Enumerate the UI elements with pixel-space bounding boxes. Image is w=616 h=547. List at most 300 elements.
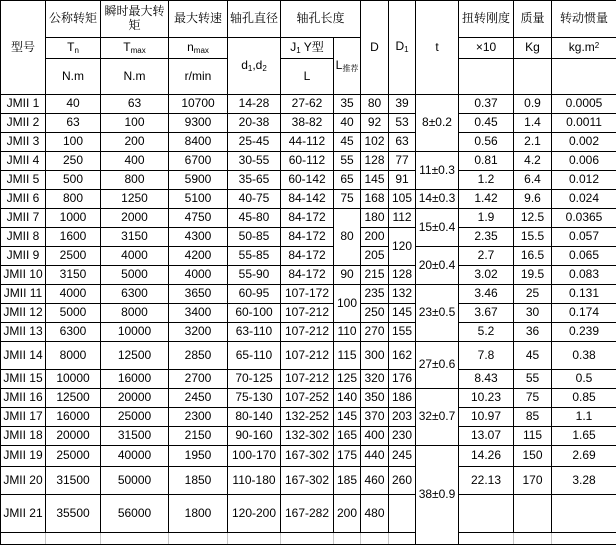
header-inertia-label: 转动惯量 xyxy=(552,1,616,38)
cell-d: 55-85 xyxy=(228,247,281,266)
cell-tn: 40 xyxy=(46,95,101,114)
cell-tmax: 12500 xyxy=(101,342,169,370)
cell-model: JMII 2 xyxy=(1,114,46,133)
cell-d1: 112 xyxy=(389,209,416,228)
header-inertia-spacer xyxy=(552,59,616,95)
cell-tn: 1600 xyxy=(46,228,101,247)
cell-D: 320 xyxy=(361,370,389,389)
cell-lrec: 55 xyxy=(334,152,361,171)
cell-model: JMII 5 xyxy=(1,171,46,190)
table-row xyxy=(1,171,616,190)
cell-d1 xyxy=(389,533,416,545)
cell-l: 132-252 xyxy=(281,408,334,427)
cell-tn: 1000 xyxy=(46,209,101,228)
cell-tmax: 2000 xyxy=(101,209,169,228)
table-row xyxy=(1,446,616,467)
cell-d: 55-90 xyxy=(228,266,281,285)
cell-stiff: 8.43 xyxy=(459,370,514,389)
cell-lrec: 100 xyxy=(334,285,361,323)
table-header xyxy=(1,1,616,95)
header-bore-length-type: $J_1$ Y型 xyxy=(281,38,334,59)
cell-tn xyxy=(46,533,101,545)
cell-lrec: 115 xyxy=(334,342,361,370)
cell-model xyxy=(1,533,46,545)
cell-stiff: 2.7 xyxy=(459,247,514,266)
cell-lrec: 125 xyxy=(334,370,361,389)
cell-tn: 8000 xyxy=(46,342,101,370)
header-mass-spacer xyxy=(514,59,552,95)
table-row xyxy=(1,133,616,152)
cell-inertia: 1.1 xyxy=(552,408,616,427)
cell-inertia: 0.239 xyxy=(552,323,616,342)
cell-d1: 53 xyxy=(389,114,416,133)
cell-tmax: 100 xyxy=(101,114,169,133)
cell-tn: 100 xyxy=(46,133,101,152)
cell-l: 107-212 xyxy=(281,323,334,342)
cell-nmax: 3200 xyxy=(169,323,228,342)
cell-D: 370 xyxy=(361,408,389,427)
cell-l: 44-112 xyxy=(281,133,334,152)
cell-D: 400 xyxy=(361,427,389,446)
table-row xyxy=(1,389,616,408)
cell-t: 32±0.7 xyxy=(416,389,459,446)
cell-l: 167-282 xyxy=(281,495,334,533)
cell-inertia: 0.012 xyxy=(552,171,616,190)
cell-d: 63-110 xyxy=(228,323,281,342)
cell-inertia: 0.0005 xyxy=(552,95,616,114)
cell-nmax: 3400 xyxy=(169,304,228,323)
cell-D: 300 xyxy=(361,342,389,370)
cell-l: 132-302 xyxy=(281,427,334,446)
cell-stiff: 14.26 xyxy=(459,446,514,467)
cell-stiff xyxy=(459,495,514,533)
cell-D: 80 xyxy=(361,95,389,114)
table-row xyxy=(1,247,616,266)
cell-l xyxy=(281,533,334,545)
cell-lrec: 35 xyxy=(334,95,361,114)
cell-d: 70-125 xyxy=(228,370,281,389)
cell-lrec: 80 xyxy=(334,209,361,266)
cell-model: JMII 7 xyxy=(1,209,46,228)
cell-mass: 75 xyxy=(514,389,552,408)
cell-tn: 16000 xyxy=(46,408,101,427)
header-model: 型号 xyxy=(1,1,46,95)
cell-d: 50-85 xyxy=(228,228,281,247)
cell-d1: 230 xyxy=(389,427,416,446)
table-row xyxy=(1,304,616,323)
cell-nmax: 10700 xyxy=(169,95,228,114)
cell-t: 20±0.4 xyxy=(416,247,459,285)
cell-D: 250 xyxy=(361,304,389,323)
cell-lrec: 90 xyxy=(334,266,361,285)
cell-tmax: 16000 xyxy=(101,370,169,389)
trailer-row xyxy=(1,533,616,545)
cell-tmax: 4000 xyxy=(101,247,169,266)
cell-d: 35-65 xyxy=(228,171,281,190)
cell-tn: 4000 xyxy=(46,285,101,304)
cell-l: 84-172 xyxy=(281,228,334,247)
cell-l: 84-172 xyxy=(281,209,334,228)
cell-stiff: 0.81 xyxy=(459,152,514,171)
cell-model: JMII 4 xyxy=(1,152,46,171)
cell-mass: 12.5 xyxy=(514,209,552,228)
cell-lrec: 185 xyxy=(334,467,361,495)
cell-inertia: 0.174 xyxy=(552,304,616,323)
cell-mass: 1.4 xyxy=(514,114,552,133)
cell-l: 84-172 xyxy=(281,266,334,285)
cell-inertia: 3.28 xyxy=(552,467,616,495)
cell-stiff: 3.02 xyxy=(459,266,514,285)
cell-stiff: 22.13 xyxy=(459,467,514,495)
cell-D: 205 xyxy=(361,247,389,266)
header-max-speed-unit: r/min xyxy=(169,59,228,95)
cell-mass xyxy=(514,533,552,545)
cell-inertia xyxy=(552,533,616,545)
table-row xyxy=(1,323,616,342)
cell-tn: 31500 xyxy=(46,467,101,495)
cell-d: 60-100 xyxy=(228,304,281,323)
cell-D: 235 xyxy=(361,285,389,304)
header-max-speed-symbol: $n_{max}$ xyxy=(169,38,228,59)
cell-nmax: 9300 xyxy=(169,114,228,133)
header-bore-length-label: 轴孔长度 xyxy=(281,1,361,38)
table-row xyxy=(1,114,616,133)
cell-l: 107-252 xyxy=(281,389,334,408)
cell-nmax: 8400 xyxy=(169,133,228,152)
cell-inertia: 0.131 xyxy=(552,285,616,304)
cell-d1: 155 xyxy=(389,323,416,342)
cell-tmax: 63 xyxy=(101,95,169,114)
cell-model: JMII 11 xyxy=(1,285,46,304)
cell-d: 120-200 xyxy=(228,495,281,533)
cell-stiff: 0.37 xyxy=(459,95,514,114)
cell-d1: 77 xyxy=(389,152,416,171)
cell-d1: 39 xyxy=(389,95,416,114)
cell-tmax: 25000 xyxy=(101,408,169,427)
cell-tmax: 56000 xyxy=(101,495,169,533)
cell-model: JMII 13 xyxy=(1,323,46,342)
cell-mass: 85 xyxy=(514,408,552,427)
cell-D: 92 xyxy=(361,114,389,133)
cell-D: 270 xyxy=(361,323,389,342)
header-bore-diameter-label: 轴孔直径 xyxy=(228,1,281,38)
cell-tn: 63 xyxy=(46,114,101,133)
header-t: t xyxy=(416,1,459,95)
cell-tmax: 800 xyxy=(101,171,169,190)
cell-inertia: 0.083 xyxy=(552,266,616,285)
cell-D: 145 xyxy=(361,171,389,190)
cell-nmax: 4200 xyxy=(169,247,228,266)
cell-d1: 132 xyxy=(389,285,416,304)
cell-d: 100-170 xyxy=(228,446,281,467)
cell-model: JMII 12 xyxy=(1,304,46,323)
cell-tn: 35500 xyxy=(46,495,101,533)
cell-stiff: 10.23 xyxy=(459,389,514,408)
cell-d: 110-180 xyxy=(228,467,281,495)
table-body xyxy=(1,95,616,545)
cell-inertia: 0.006 xyxy=(552,152,616,171)
header-D: D xyxy=(361,1,389,95)
cell-model: JMII 21 xyxy=(1,495,46,533)
header-bore-length-recommended: $L_{推荐}$ xyxy=(334,38,361,95)
cell-inertia: 2.69 xyxy=(552,446,616,467)
cell-d1: 162 xyxy=(389,342,416,370)
cell-tmax: 50000 xyxy=(101,467,169,495)
cell-D: 200 xyxy=(361,228,389,247)
cell-nmax: 4750 xyxy=(169,209,228,228)
cell-lrec: 140 xyxy=(334,389,361,408)
cell-t: 14±0.3 xyxy=(416,190,459,209)
cell-stiff xyxy=(459,533,514,545)
cell-mass: 30 xyxy=(514,304,552,323)
cell-nmax: 6700 xyxy=(169,152,228,171)
cell-nmax xyxy=(169,533,228,545)
cell-stiff: 3.46 xyxy=(459,285,514,304)
cell-stiff: 13.07 xyxy=(459,427,514,446)
cell-model: JMII 8 xyxy=(1,228,46,247)
cell-stiff: 1.42 xyxy=(459,190,514,209)
cell-nmax: 2150 xyxy=(169,427,228,446)
cell-d: 45-80 xyxy=(228,209,281,228)
cell-tmax: 6300 xyxy=(101,285,169,304)
cell-tn: 2500 xyxy=(46,247,101,266)
header-bore-diameter-symbol: $d_1,d_2$ xyxy=(228,38,281,95)
cell-nmax: 1850 xyxy=(169,467,228,495)
cell-model: JMII 15 xyxy=(1,370,46,389)
cell-model: JMII 1 xyxy=(1,95,46,114)
cell-stiff: 7.8 xyxy=(459,342,514,370)
cell-l: 107-212 xyxy=(281,304,334,323)
cell-d: 25-45 xyxy=(228,133,281,152)
cell-mass: 6.4 xyxy=(514,171,552,190)
table-row xyxy=(1,95,616,114)
cell-lrec: 175 xyxy=(334,446,361,467)
cell-nmax: 3650 xyxy=(169,285,228,304)
cell-tmax: 40000 xyxy=(101,446,169,467)
cell-mass: 2.1 xyxy=(514,133,552,152)
cell-stiff: 1.2 xyxy=(459,171,514,190)
cell-tn: 500 xyxy=(46,171,101,190)
cell-d: 60-95 xyxy=(228,285,281,304)
cell-inertia: 0.024 xyxy=(552,190,616,209)
cell-inertia: 0.057 xyxy=(552,228,616,247)
header-max-speed-label: 最大转速 xyxy=(169,1,228,38)
cell-l: 167-302 xyxy=(281,446,334,467)
cell-inertia xyxy=(552,495,616,533)
cell-mass: 55 xyxy=(514,370,552,389)
header-mass-label: 质量 xyxy=(514,1,552,38)
table-row xyxy=(1,467,616,495)
cell-tn: 12500 xyxy=(46,389,101,408)
table-row xyxy=(1,190,616,209)
cell-tmax: 8000 xyxy=(101,304,169,323)
cell-nmax: 5100 xyxy=(169,190,228,209)
cell-mass xyxy=(514,495,552,533)
cell-inertia: 0.0011 xyxy=(552,114,616,133)
cell-nmax: 2850 xyxy=(169,342,228,370)
cell-d: 90-160 xyxy=(228,427,281,446)
cell-l: 38-82 xyxy=(281,114,334,133)
cell-l: 60-142 xyxy=(281,171,334,190)
cell-tn: 800 xyxy=(46,190,101,209)
cell-inertia: 0.0365 xyxy=(552,209,616,228)
cell-tn: 250 xyxy=(46,152,101,171)
cell-tmax: 200 xyxy=(101,133,169,152)
cell-model: JMII 6 xyxy=(1,190,46,209)
header-stiffness-label: 扭转刚度 xyxy=(459,1,514,38)
cell-tmax: 400 xyxy=(101,152,169,171)
table-row xyxy=(1,495,616,533)
cell-tmax: 5000 xyxy=(101,266,169,285)
cell-nmax: 4300 xyxy=(169,228,228,247)
table-row xyxy=(1,228,616,247)
cell-lrec: 165 xyxy=(334,427,361,446)
cell-D: 215 xyxy=(361,266,389,285)
cell-nmax: 1800 xyxy=(169,495,228,533)
cell-D: 460 xyxy=(361,467,389,495)
cell-D: 128 xyxy=(361,152,389,171)
table-row xyxy=(1,427,616,446)
cell-tn: 25000 xyxy=(46,446,101,467)
cell-model: JMII 3 xyxy=(1,133,46,152)
header-stiffness-spacer xyxy=(459,59,514,95)
cell-lrec: 45 xyxy=(334,133,361,152)
cell-model: JMII 19 xyxy=(1,446,46,467)
cell-mass: 25 xyxy=(514,285,552,304)
cell-nmax: 1950 xyxy=(169,446,228,467)
cell-l: 60-112 xyxy=(281,152,334,171)
cell-inertia: 0.5 xyxy=(552,370,616,389)
cell-d1: 145 xyxy=(389,304,416,323)
cell-D: 350 xyxy=(361,389,389,408)
header-stiffness-unit: ×10 xyxy=(459,38,514,59)
cell-tn: 6300 xyxy=(46,323,101,342)
cell-model: JMII 14 xyxy=(1,342,46,370)
header-mass-unit: Kg xyxy=(514,38,552,59)
cell-mass: 4.2 xyxy=(514,152,552,171)
cell-inertia: 0.85 xyxy=(552,389,616,408)
header-D1: $D_1$ xyxy=(389,1,416,95)
cell-inertia: 1.65 xyxy=(552,427,616,446)
cell-t: 11±0.3 xyxy=(416,152,459,190)
cell-mass: 36 xyxy=(514,323,552,342)
cell-tmax: 20000 xyxy=(101,389,169,408)
cell-stiff: 3.67 xyxy=(459,304,514,323)
cell-t: 15±0.4 xyxy=(416,209,459,247)
cell-model: JMII 18 xyxy=(1,427,46,446)
cell-D xyxy=(361,533,389,545)
table-row xyxy=(1,370,616,389)
cell-d1: 245 xyxy=(389,446,416,467)
cell-tmax xyxy=(101,533,169,545)
header-nominal-torque-label: 公称转矩 xyxy=(46,1,101,38)
cell-l: 27-62 xyxy=(281,95,334,114)
cell-lrec: 75 xyxy=(334,190,361,209)
cell-nmax: 2450 xyxy=(169,389,228,408)
cell-D: 440 xyxy=(361,446,389,467)
cell-tmax: 1250 xyxy=(101,190,169,209)
cell-tn: 3150 xyxy=(46,266,101,285)
table-row xyxy=(1,285,616,304)
table-row xyxy=(1,342,616,370)
cell-tmax: 10000 xyxy=(101,323,169,342)
table-row xyxy=(1,266,616,285)
cell-model: JMII 9 xyxy=(1,247,46,266)
cell-t: 27±0.6 xyxy=(416,342,459,389)
header-inertia-unit: $kg.m^2$ xyxy=(552,38,616,59)
cell-d: 80-140 xyxy=(228,408,281,427)
table-row xyxy=(1,209,616,228)
cell-tn: 10000 xyxy=(46,370,101,389)
cell-nmax: 5900 xyxy=(169,171,228,190)
cell-l: 107-172 xyxy=(281,285,334,304)
cell-l: 167-302 xyxy=(281,467,334,495)
cell-d: 40-75 xyxy=(228,190,281,209)
cell-mass: 19.5 xyxy=(514,266,552,285)
cell-mass: 16.5 xyxy=(514,247,552,266)
cell-model: JMII 16 xyxy=(1,389,46,408)
cell-mass: 9.6 xyxy=(514,190,552,209)
cell-l: 107-212 xyxy=(281,342,334,370)
header-peak-torque-label: 瞬时最大转矩 xyxy=(101,1,169,38)
cell-t: 8±0.2 xyxy=(416,95,459,152)
cell-stiff: 5.2 xyxy=(459,323,514,342)
cell-l: 107-212 xyxy=(281,370,334,389)
cell-mass: 115 xyxy=(514,427,552,446)
cell-inertia: 0.065 xyxy=(552,247,616,266)
cell-d1: 105 xyxy=(389,190,416,209)
cell-d1 xyxy=(389,495,416,533)
cell-d1: 120 xyxy=(389,228,416,266)
cell-d1: 63 xyxy=(389,133,416,152)
cell-d1: 186 xyxy=(389,389,416,408)
cell-D: 168 xyxy=(361,190,389,209)
cell-lrec: 145 xyxy=(334,408,361,427)
cell-tn: 20000 xyxy=(46,427,101,446)
cell-d1: 91 xyxy=(389,171,416,190)
cell-nmax: 2300 xyxy=(169,408,228,427)
cell-nmax: 4000 xyxy=(169,266,228,285)
cell-lrec: 200 xyxy=(334,495,361,533)
header-peak-torque-symbol: $T_{max}$ xyxy=(101,38,169,59)
cell-stiff: 1.9 xyxy=(459,209,514,228)
cell-d1: 176 xyxy=(389,370,416,389)
cell-lrec: 65 xyxy=(334,171,361,190)
cell-d xyxy=(228,533,281,545)
cell-D: 180 xyxy=(361,209,389,228)
cell-nmax: 2700 xyxy=(169,370,228,389)
cell-d: 20-38 xyxy=(228,114,281,133)
cell-stiff: 0.45 xyxy=(459,114,514,133)
cell-mass: 45 xyxy=(514,342,552,370)
cell-D: 102 xyxy=(361,133,389,152)
cell-l: 84-172 xyxy=(281,247,334,266)
cell-inertia: 0.38 xyxy=(552,342,616,370)
cell-d: 14-28 xyxy=(228,95,281,114)
cell-d: 75-130 xyxy=(228,389,281,408)
cell-lrec: 110 xyxy=(334,323,361,342)
header-nominal-torque-symbol: $T_n$ xyxy=(46,38,101,59)
cell-d: 65-110 xyxy=(228,342,281,370)
cell-model: JMII 20 xyxy=(1,467,46,495)
cell-mass: 170 xyxy=(514,467,552,495)
cell-mass: 150 xyxy=(514,446,552,467)
cell-lrec: 40 xyxy=(334,114,361,133)
table-row xyxy=(1,152,616,171)
cell-model: JMII 10 xyxy=(1,266,46,285)
cell-l: 84-142 xyxy=(281,190,334,209)
cell-model: JMII 17 xyxy=(1,408,46,427)
